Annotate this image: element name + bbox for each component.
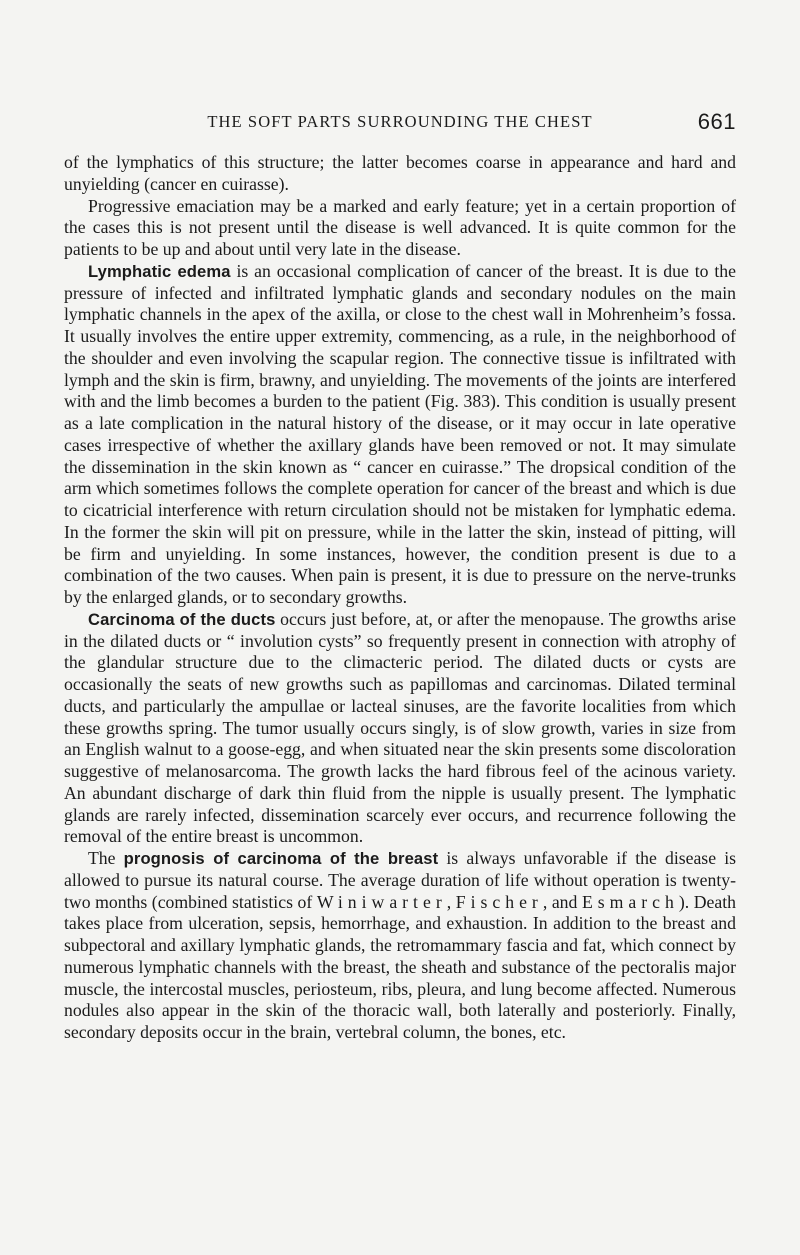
paragraph-text: Progressive emaciation may be a marked and early feature; yet in a certain proportion of the cases this is not present until the disease is well advanced. It is quite common for the patients to be up and about until very late in the disease. <box>64 195 736 259</box>
name-separator: , and <box>542 891 582 912</box>
author-name: Winiwarter <box>316 891 447 912</box>
run-in-heading: prognosis of carcinoma of the breast <box>123 849 439 868</box>
paragraph-text: of the lymphatics of this structure; the latter becomes coarse in appearance and hard and unyielding (cancer en cuirasse). <box>64 152 736 194</box>
running-title: THE SOFT PARTS SURROUNDING THE CHEST <box>207 112 593 131</box>
paragraph-emaciation <box>64 196 736 261</box>
run-in-heading: Carcinoma of the ducts <box>88 609 276 629</box>
paragraph-text: occurs just before, at, or after the menopause. The growths arise in the dilated ducts or “ involution cysts” so frequently present in connection with atrophy of the glandular structure due to the climacteric period. The dilated ducts or cysts are occasionally the seats of new growths such as papillomas and carcinomas. Dilated terminal ducts, and particularly the ampullae or lacteal sinuses, are the favorite localities from which these growths spring. The tumor usually occurs singly, is of slow growth, varies in size from an English walnut to a goose-egg, and when situated near the skin presents some discoloration suggestive of melanosarcoma. The growth lacks the hard fibrous feel of the acinous variety. An abundant discharge of dark thin fluid from the nipple is usually present. The lymphatic glands are rarely infected, dissemination scarcely ever occurs, and recurrence following the removal of the entire breast is uncommon. <box>64 608 736 847</box>
paragraph-text: is always unfavorable if the disease is allowed to pursue its natural course. The average duration of life without operation is twenty-two months (combined statistics of <box>64 848 737 912</box>
run-in-heading: Lymphatic edema <box>88 261 231 281</box>
paragraph-lead: The <box>88 848 124 868</box>
name-separator: , <box>446 891 456 912</box>
author-name: Esmarch <box>581 891 679 912</box>
body-text <box>64 152 736 1044</box>
paragraph-prognosis <box>64 848 736 1044</box>
author-name: Fischer <box>455 891 543 912</box>
paragraph-lymphatic-edema <box>64 261 736 609</box>
paragraph-text: ). Death takes place from ulceration, sepsis, hemorrhage, and exhaustion. In addition to the breast and subpectoral and axillary lymphatic glands, the retromammary fascia and fat, which connect by numerous lymphatic channels with the breast, the sheath and substance of the pectoralis major muscle, the intercostal muscles, periosteum, ribs, pleura, and lung become affected. Numerous nodules also appear in the skin of the thoracic wall, both laterally and posteriorly. Finally, secondary deposits occur in the brain, vertebral column, the bones, etc. <box>64 891 736 1042</box>
paragraph-continuation <box>64 152 736 196</box>
running-head <box>64 109 736 139</box>
paragraph-carcinoma-ducts <box>64 609 736 848</box>
paragraph-text: is an occasional complication of cancer of the breast. It is due to the pressure of infected and infiltrated lymphatic glands and secondary nodules on the main lymphatic channels in the apex of the axilla, or close to the chest wall in Mohrenheim’s fossa. It usually involves the entire upper extremity, commencing, as a rule, in the neighborhood of the shoulder and even involving the scapular region. The connective tissue is infiltrated with lymph and the skin is firm, brawny, and unyielding. The movements of the joints are interfered with and the limb becomes a burden to the patient (Fig. 383). This condition is usually present as a late complication in the natural history of the disease, or it may occur in late operative cases irrespective of whether the axillary glands have been removed or not. It may simulate the dissemination in the skin known as “ cancer en cuirasse.” The dropsical condition of the arm which sometimes follows the complete operation for cancer of the breast and which is due to cicatricial interference with return circulation should not be mistaken for lymphatic edema. In the former the skin will pit on pressure, while in the latter the skin, instead of pitting, will be firm and unyielding. In some instances, however, the condition present is due to a combination of the two causes. When pain is present, it is due to pressure on the nerve-trunks by the enlarged glands, or to secondary growths. <box>64 260 736 607</box>
page-number: 661 <box>697 109 736 134</box>
